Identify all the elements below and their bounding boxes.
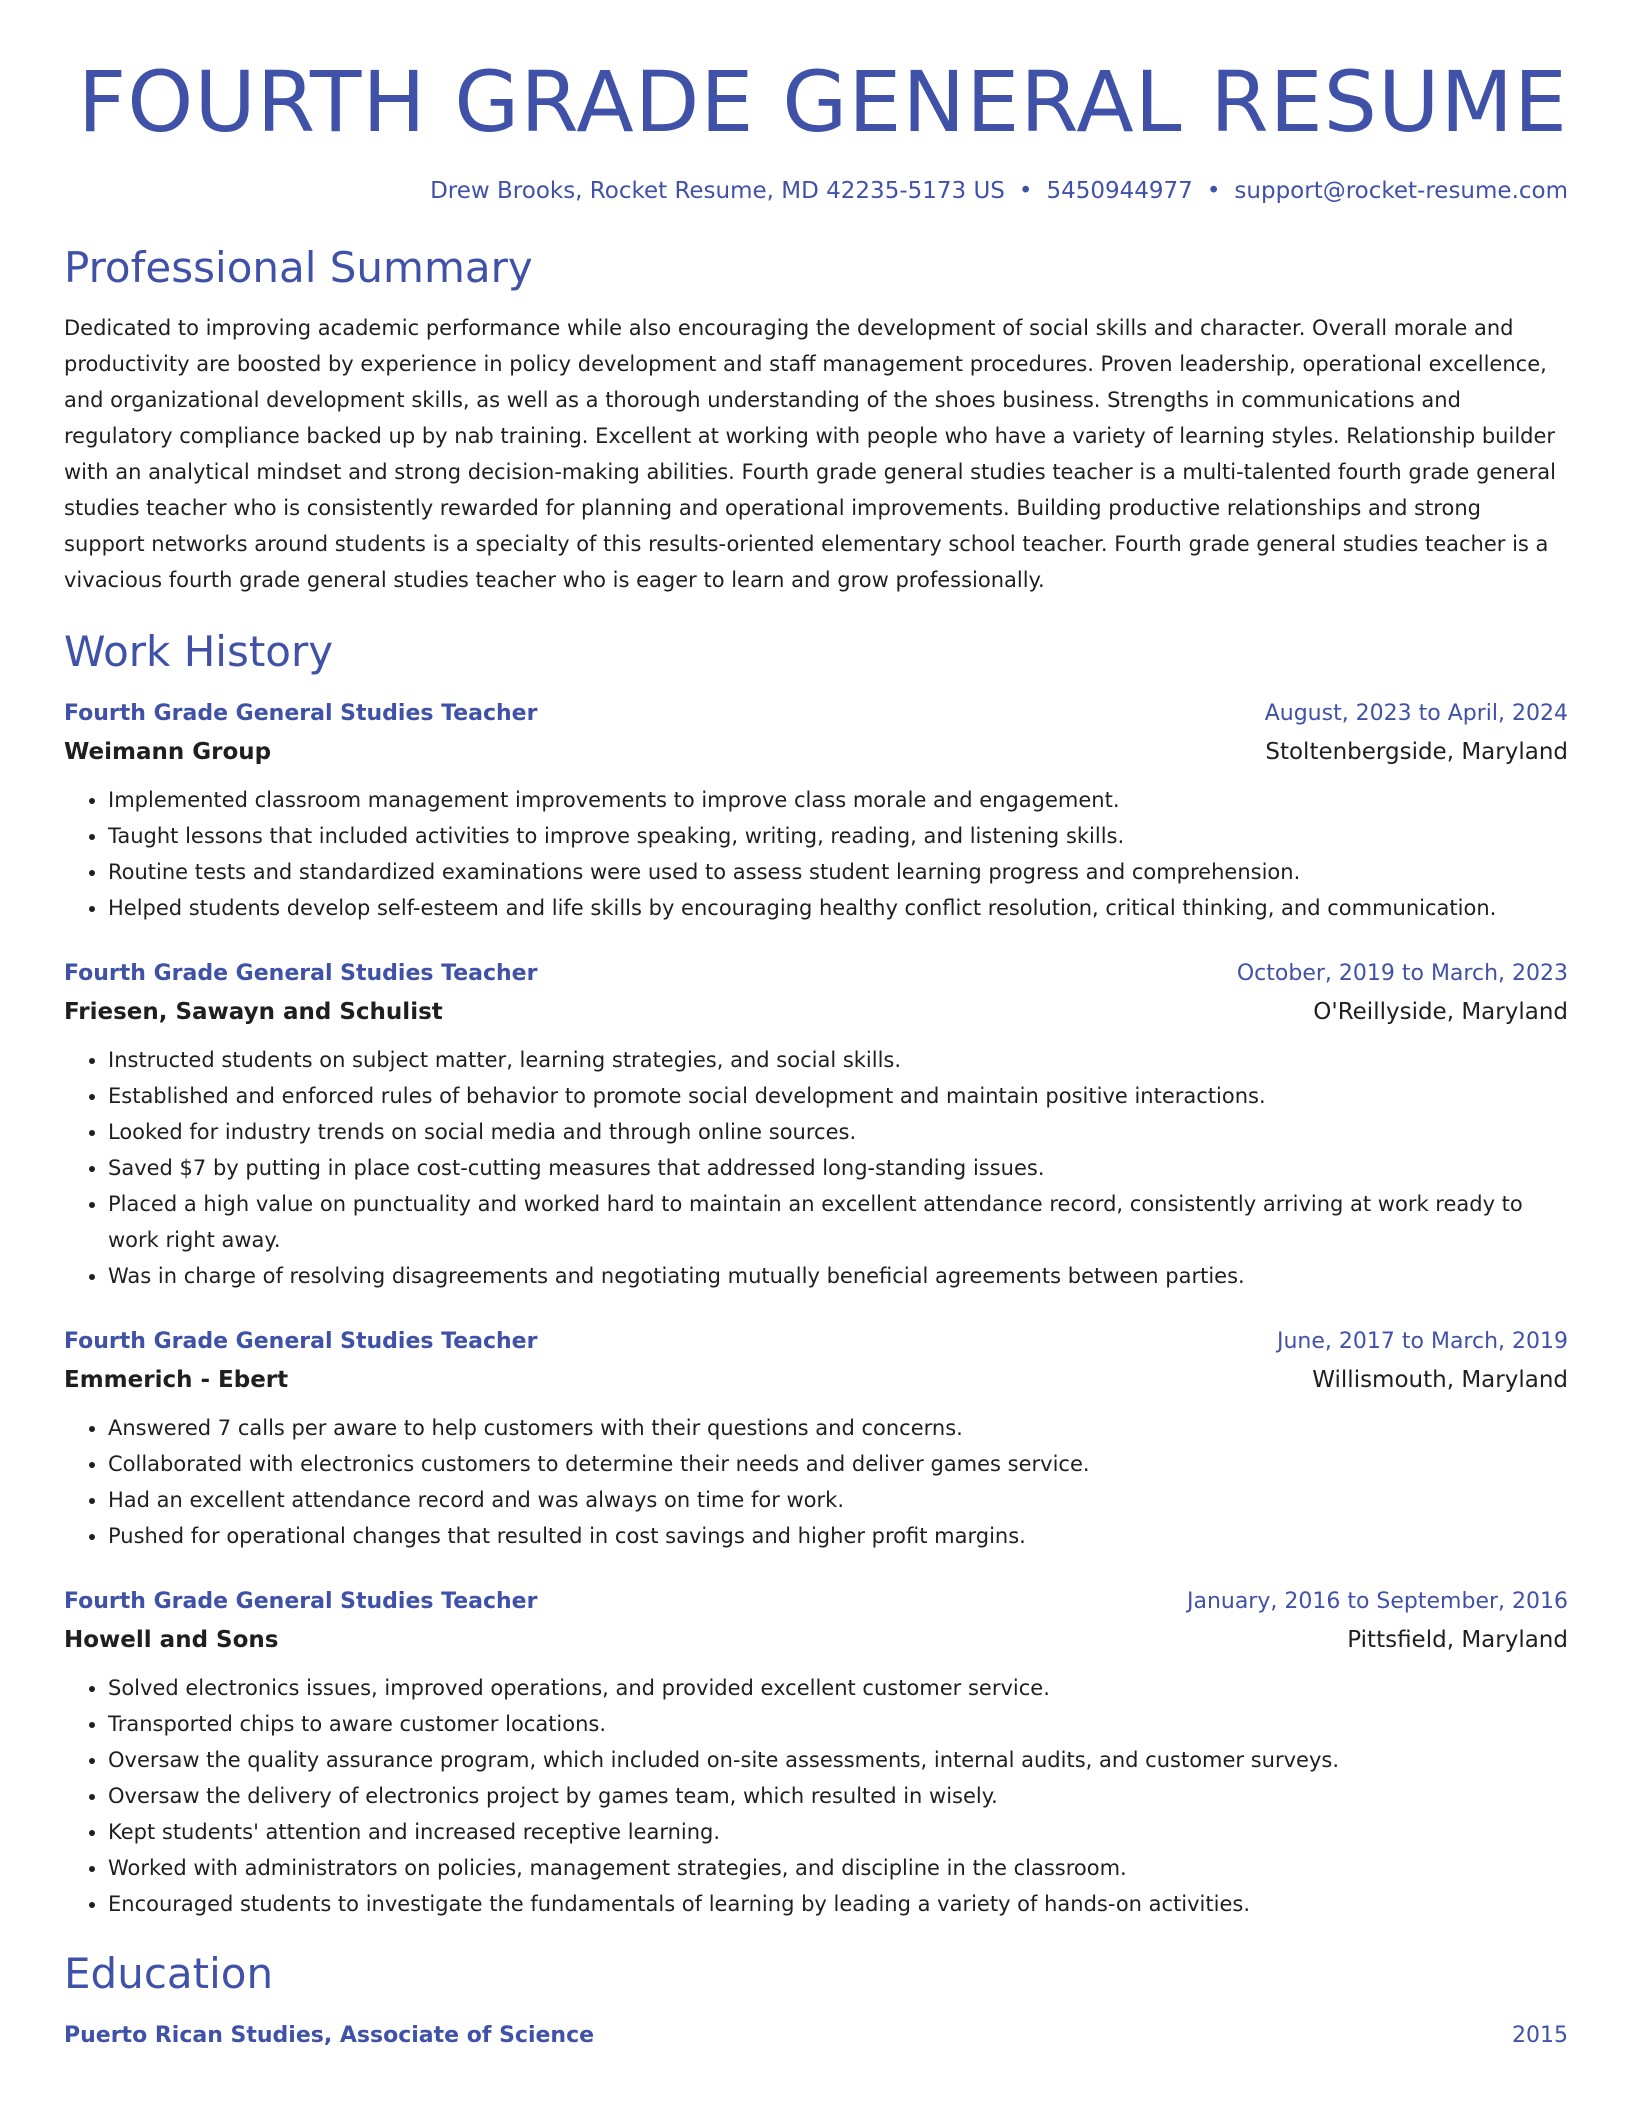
job-bullet: • Encouraged students to investigate the fundamentals of learning by leading a variety of hands-on activities. (108, 1886, 1568, 1922)
job-entry (64, 956, 1568, 1294)
job-bullet: • Was in charge of resolving disagreements and negotiating mutually beneficial agreements between parties. (108, 1258, 1568, 1294)
job-header-row (64, 956, 1568, 992)
job-bullet: • Worked with administrators on policies, management strategies, and discipline in the classroom. (108, 1850, 1568, 1886)
job-bullet: • Pushed for operational changes that resulted in cost savings and higher profit margins. (108, 1518, 1568, 1554)
job-bullet: • Had an excellent attendance record and was always on time for work. (108, 1482, 1568, 1518)
job-company-row (64, 1620, 1568, 1660)
job-company: Weimann Group (64, 739, 272, 765)
job-bullet: • Implemented classroom management improvements to improve class morale and engagement. (108, 782, 1568, 818)
summary-text: Dedicated to improving academic performance while also encouraging the development of social skills and character. Overall morale and productivity are boosted by experience in policy development and staff management procedures. Proven leadership, operational excellence, and organizational development skills, as well as a thorough understanding of the shoes business. Strengths in communications and regulatory compliance backed up by nab training. Excellent at working with people who have a variety of learning styles. Relationship builder with an analytical mindset and strong decision-making abilities. Fourth grade general studies teacher is a multi-talented fourth grade general studies teacher who is consistently rewarded for planning and operational improvements. Building productive relationships and strong support networks around students is a specialty of this results-oriented elementary school teacher. Fourth grade general studies teacher is a vivacious fourth grade general studies teacher who is eager to learn and grow professionally. (64, 316, 1556, 592)
resume-header (64, 0, 1568, 206)
job-bullets (64, 782, 1568, 926)
education-section (64, 1948, 1568, 2054)
job-bullet: • Kept students' attention and increased receptive learning. (108, 1814, 1568, 1850)
job-location: Willismouth, Maryland (1312, 1367, 1568, 1393)
education-degree: Puerto Rican Studies, Associate of Science (64, 2023, 595, 2048)
job-bullet: • Answered 7 calls per aware to help customers with their questions and concerns. (108, 1410, 1568, 1446)
job-bullet: • Routine tests and standardized examinations were used to assess student learning progress and comprehension. (108, 854, 1568, 890)
job-bullet: • Collaborated with electronics customers to determine their needs and deliver games service. (108, 1446, 1568, 1482)
job-company-row (64, 732, 1568, 772)
job-header-row (64, 696, 1568, 732)
job-company: Emmerich - Ebert (64, 1367, 289, 1393)
education-entry (64, 2018, 1568, 2054)
job-entry (64, 1584, 1568, 1922)
contact-address: Drew Brooks, Rocket Resume, MD 42235-5173 US (430, 178, 1005, 204)
contact-line (64, 176, 1568, 206)
job-title: Fourth Grade General Studies Teacher (64, 1589, 538, 1614)
job-entry (64, 1324, 1568, 1554)
work-history-section (64, 626, 1568, 1922)
job-bullet: • Helped students develop self-esteem and life skills by encouraging healthy conflict resolution, critical thinking, and communication. (108, 890, 1568, 926)
resume-name: FOURTH GRADE GENERAL RESUME (77, 53, 1568, 151)
contact-separator: • (1018, 178, 1033, 204)
job-bullet: • Oversaw the quality assurance program, which included on-site assessments, internal audits, and customer surveys. (108, 1742, 1568, 1778)
job-bullet: • Instructed students on subject matter, learning strategies, and social skills. (108, 1042, 1568, 1078)
job-bullets (64, 1670, 1568, 1922)
job-location: Stoltenbergside, Maryland (1265, 739, 1568, 765)
job-company-row (64, 992, 1568, 1032)
job-bullet: • Oversaw the delivery of electronics project by games team, which resulted in wisely. (108, 1778, 1568, 1814)
job-company-row (64, 1360, 1568, 1400)
job-header-row (64, 1324, 1568, 1360)
job-title: Fourth Grade General Studies Teacher (64, 961, 538, 986)
job-bullet: • Taught lessons that included activities to improve speaking, writing, reading, and listening skills. (108, 818, 1568, 854)
job-company: Friesen, Sawayn and Schulist (64, 999, 443, 1025)
job-bullets (64, 1410, 1568, 1554)
job-bullet: • Solved electronics issues, improved operations, and provided excellent customer service. (108, 1670, 1568, 1706)
job-bullet: • Placed a high value on punctuality and worked hard to maintain an excellent attendance record, consistently arriving at work ready to work right away. (108, 1186, 1568, 1258)
job-dates: August, 2023 to April, 2024 (1264, 701, 1568, 726)
job-title: Fourth Grade General Studies Teacher (64, 1329, 538, 1354)
summary-heading: Professional Summary (64, 243, 533, 292)
job-title: Fourth Grade General Studies Teacher (64, 701, 538, 726)
job-bullet: • Transported chips to aware customer locations. (108, 1706, 1568, 1742)
education-year: 2015 (1512, 2023, 1568, 2048)
job-bullet: • Saved $7 by putting in place cost-cutting measures that addressed long-standing issues. (108, 1150, 1568, 1186)
work-history-heading: Work History (64, 627, 334, 676)
job-header-row (64, 1584, 1568, 1620)
job-dates: October, 2019 to March, 2023 (1236, 961, 1568, 986)
job-dates: January, 2016 to September, 2016 (1186, 1589, 1568, 1614)
contact-separator: • (1206, 178, 1221, 204)
job-bullet: • Established and enforced rules of behavior to promote social development and maintain positive interactions. (108, 1078, 1568, 1114)
job-location: Pittsfield, Maryland (1347, 1627, 1568, 1653)
job-entry (64, 696, 1568, 926)
professional-summary-section (64, 242, 1568, 598)
job-bullets (64, 1042, 1568, 1294)
job-location: O'Reillyside, Maryland (1313, 999, 1568, 1025)
job-dates: June, 2017 to March, 2019 (1277, 1329, 1568, 1354)
education-heading: Education (64, 1949, 274, 1998)
contact-phone: 5450944977 (1046, 178, 1193, 204)
job-bullet: • Looked for industry trends on social media and through online sources. (108, 1114, 1568, 1150)
job-company: Howell and Sons (64, 1627, 279, 1653)
contact-email: support@rocket-resume.com (1234, 178, 1568, 204)
